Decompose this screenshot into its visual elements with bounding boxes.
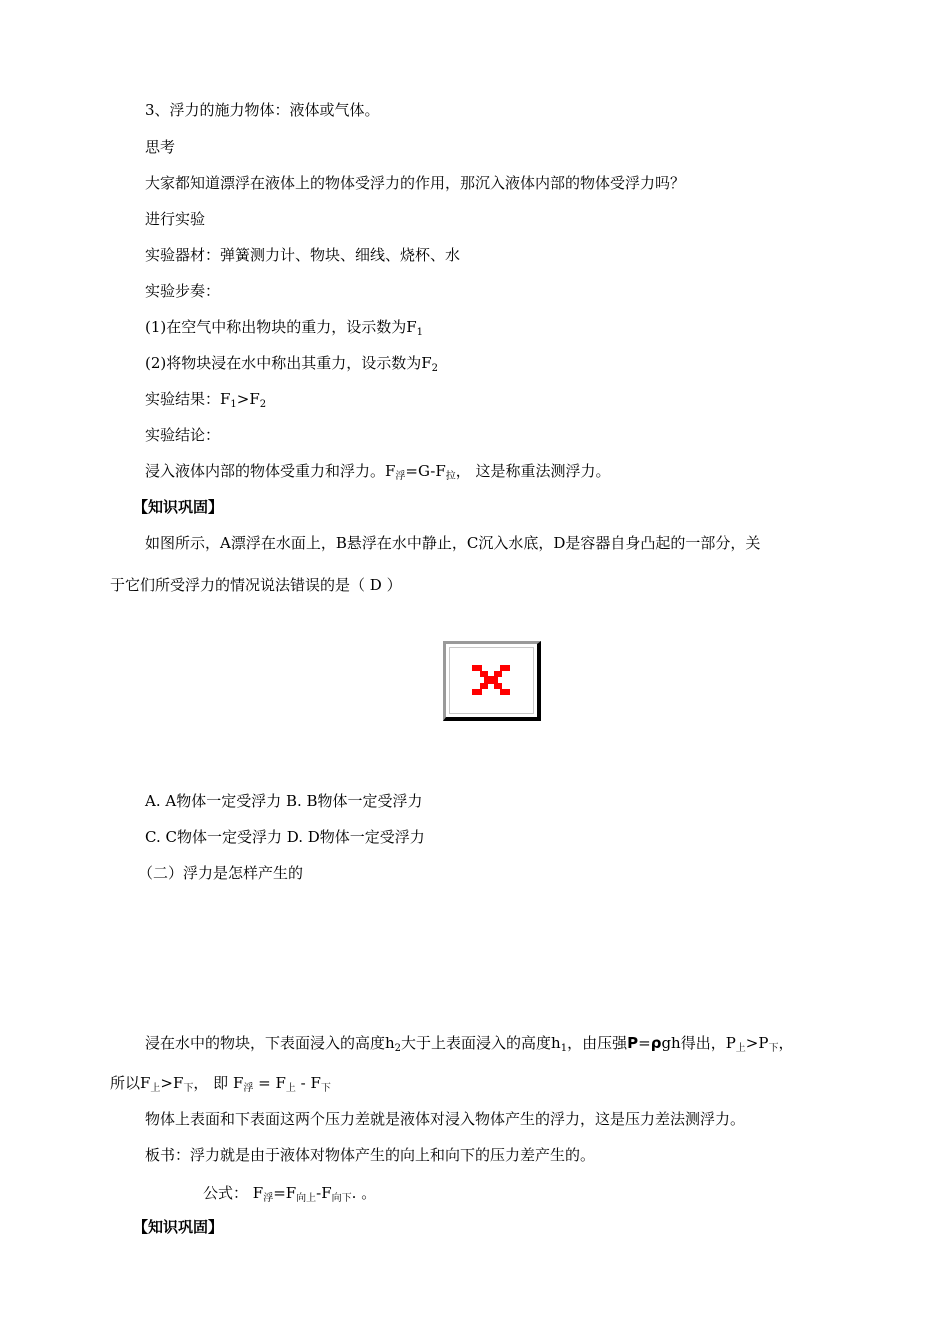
text-result: 实验结果：$F_1>F_2$ bbox=[145, 390, 267, 410]
option-row-cd: C. C物体一定受浮力 D. D物体一定受浮力 bbox=[145, 828, 425, 846]
section-heading-consolidate-2: 【知识巩固】 bbox=[133, 1218, 224, 1236]
text-pressure-difference: 物体上表面和下表面这两个压力差就是液体对浸入物体产生的浮力，这是压力差法测浮力。 bbox=[145, 1110, 746, 1128]
subsection-title: （二）浮力是怎样产生的 bbox=[138, 864, 304, 882]
option-row-ab: A. A物体一定受浮力 B. B物体一定受浮力 bbox=[145, 792, 423, 810]
figure-placeholder bbox=[443, 641, 541, 721]
text-formula: 公式： $F_浮=F_{向上}-F_{向下}$. 。 bbox=[203, 1184, 377, 1204]
pressure-line-2: 所以$F_上>F_下$， 即 $F_浮 = F_上 - F_下$ bbox=[110, 1074, 331, 1094]
text-step-2: (2)将物块浸在水中称出其重力，设示数为$F_2$ bbox=[145, 354, 439, 374]
text-applying-object: 3、浮力的施力物体：液体或气体。 bbox=[145, 101, 380, 119]
text-question-sink: 大家都知道漂浮在液体上的物体受浮力的作用，那沉入液体内部的物体受浮力吗？ bbox=[145, 174, 686, 192]
text-steps-title: 实验步奏： bbox=[145, 282, 221, 300]
text-board: 板书：浮力就是由于液体对物体产生的向上和向下的压力差产生的。 bbox=[145, 1146, 596, 1164]
broken-image-icon bbox=[470, 663, 512, 697]
text-conclusion-title: 实验结论： bbox=[145, 426, 221, 444]
text-conclusion: 浸入液体内部的物体受重力和浮力。$F_浮=G-F_拉$， 这是称重法测浮力。 bbox=[145, 462, 611, 482]
pressure-line-1: 浸在水中的物块，下表面浸入的高度$h_2$大于上表面浸入的高度$h_1$，由压强P=ρgh得出，$P_上>P_下$， bbox=[145, 1034, 794, 1054]
section-heading-consolidate-1: 【知识巩固】 bbox=[133, 498, 224, 516]
question-line-1: 如图所示，A漂浮在水面上，B悬浮在水中静止，C沉入水底，D是容器自身凸起的一部分，关 bbox=[145, 534, 761, 552]
text-think: 思考 bbox=[145, 138, 176, 156]
question-line-2: 于它们所受浮力的情况说法错误的是（ D ） bbox=[110, 576, 402, 594]
text-step-1: (1)在空气中称出物块的重力，设示数为$F_1$ bbox=[145, 318, 424, 338]
text-experiment: 进行实验 bbox=[145, 210, 206, 228]
text-equipment: 实验器材：弹簧测力计、物块、细线、烧杯、水 bbox=[145, 246, 461, 264]
